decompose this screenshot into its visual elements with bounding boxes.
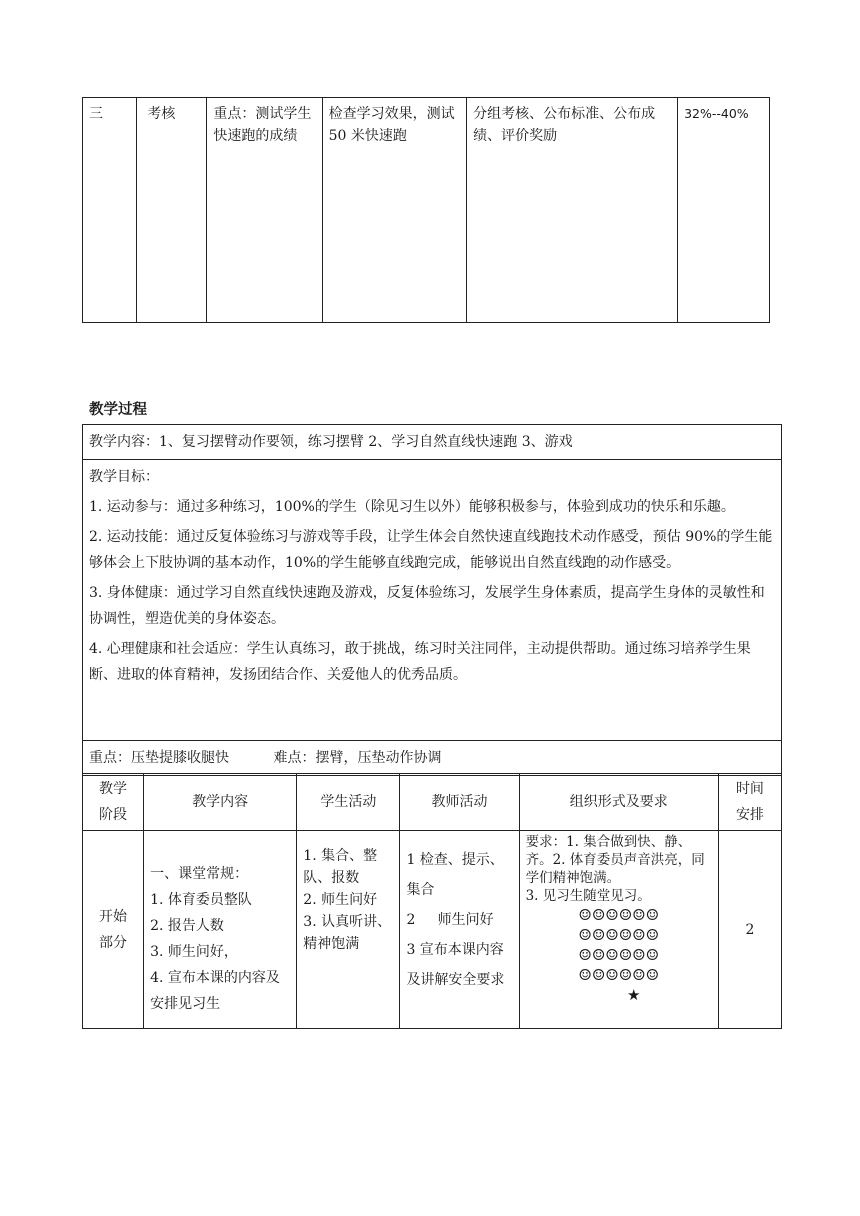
stage-cell: 考核: [137, 98, 207, 323]
header-org: 组织形式及要求: [519, 774, 718, 831]
header-stage-line: 阶段: [99, 807, 128, 823]
table-header-row: [83, 774, 782, 831]
key-points: 重点：压垫提膝收腿快 难点：摆臂，压垫动作协调: [83, 741, 782, 776]
table-row: [83, 460, 782, 741]
plan-table: [82, 773, 782, 1029]
content-line: 2. 报告人数: [150, 918, 224, 934]
teacher-cell: [400, 831, 519, 1029]
header-content: 教学内容: [144, 774, 297, 831]
stage-cell: [83, 831, 144, 1029]
org-cell: [519, 831, 718, 1029]
stage-line: 部分: [99, 934, 128, 951]
table-row: [83, 425, 782, 460]
goal-item: 1. 运动参与：通过多种练习，100%的学生（除见习生以外）能够积极参与，体验到成功的快乐和乐趣。: [89, 499, 735, 515]
content-line: 一、课堂常规：: [150, 866, 249, 882]
student-line: 2. 师生问好: [303, 892, 378, 908]
student-line: 1. 集合、整队、报数: [303, 848, 378, 886]
teacher-line: 3 宣布本课内容及讲解安全要求: [406, 942, 505, 988]
header-time-line: 时间: [735, 781, 764, 797]
header-student: 学生活动: [297, 774, 400, 831]
student-line: 3. 认真听讲、精神饱满: [303, 914, 392, 952]
student-faces-row: ☺☺☺☺☺☺: [578, 966, 660, 984]
table-row: [83, 741, 782, 776]
goal-item: 2. 运动技能：通过反复体验练习与游戏等手段，让学生体会自然快速直线跑技术动作感受，预估 90%的学生能够体会上下肢协调的基本动作，10%的学生能够直线跑完成，能够说出自然直线跑的动作感受。: [89, 529, 773, 571]
section-title: 教学过程: [89, 402, 147, 418]
org-requirements: 要求：1. 集合做到快、静、齐。2. 体育委员声音洪亮，同学们精神饱满。: [525, 834, 705, 886]
goal-item: 3. 身体健康：通过学习自然直线快速跑及游戏，反复体验练习，发展学生身体素质，提高学生身体的灵敏性和协调性，塑造优美的身体姿态。: [89, 585, 765, 627]
student-faces-row: ☺☺☺☺☺☺: [578, 906, 660, 924]
table-row: [83, 831, 782, 1029]
teacher-line: 1 检查、提示、集合: [406, 852, 504, 898]
student-faces-row: ☺☺☺☺☺☺: [578, 946, 660, 964]
activity-cell: 检查学习效果，测试50 米快速跑: [322, 98, 467, 323]
goal-item: 4. 心理健康和社会适应：学生认真练习，敢于挑战，练习时关注同伴，主动提供帮助。通过练习培养学生果断、进取的体育精神，发扬团结合作、关爱他人的优秀品质。: [89, 641, 751, 683]
content-line: 3. 师生问好，: [150, 944, 238, 960]
teaching-goals: [83, 460, 782, 741]
stage-line: 开始: [99, 908, 128, 925]
ratio-cell: 32%--40%: [678, 98, 770, 323]
content-line: 4. 宣布本课的内容及安排见习生: [150, 970, 280, 1012]
header-teacher: 教师活动: [400, 774, 519, 831]
content-line: 1. 体育委员整队: [150, 892, 252, 908]
header-time: [718, 774, 781, 831]
formation-diagram: [526, 905, 712, 985]
student-faces-row: ☺☺☺☺☺☺: [578, 926, 660, 944]
header-stage-line: 教学: [99, 781, 128, 797]
focus-cell: 重点：测试学生快速跑的成绩: [207, 98, 322, 323]
process-table: [82, 424, 782, 776]
header-time-line: 安排: [735, 807, 764, 823]
assessment-table: [82, 97, 770, 323]
table-row: [83, 98, 770, 323]
content-cell: [144, 831, 297, 1029]
teacher-line: 2 师生问好: [406, 912, 494, 928]
header-stage: [83, 774, 144, 831]
time-cell: 2: [718, 831, 781, 1029]
teacher-star-icon: ★: [627, 986, 641, 1004]
teaching-content: 教学内容：1、复习摆臂动作要领，练习摆臂 2、学习自然直线快速跑 3、游戏: [83, 425, 782, 460]
row-number: 三: [83, 98, 137, 323]
goals-title: 教学目标：: [89, 469, 159, 485]
student-cell: [297, 831, 400, 1029]
method-cell: 分组考核、公布标准、公布成绩、评价奖励: [467, 98, 678, 323]
org-requirements: 3. 见习生随堂见习。: [525, 888, 651, 904]
